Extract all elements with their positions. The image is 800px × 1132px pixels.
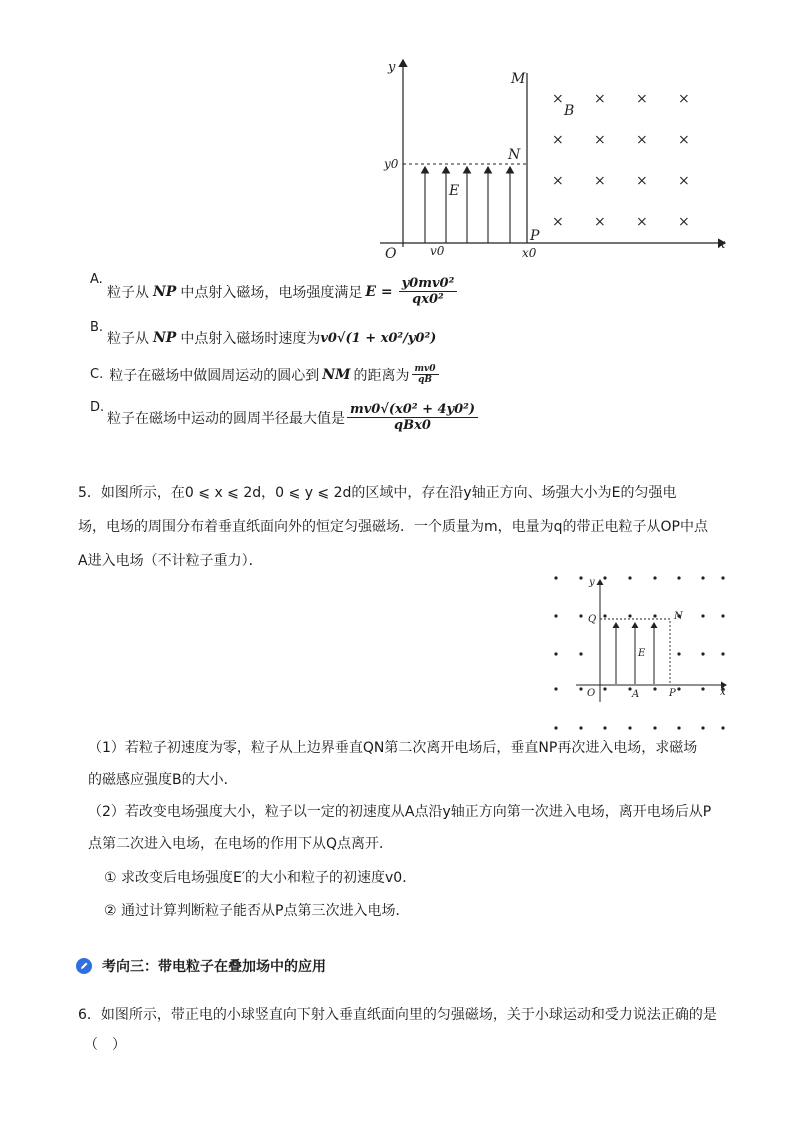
field-dot — [554, 652, 557, 655]
field-cross: × — [552, 91, 564, 107]
P-label: P — [530, 228, 540, 244]
y0-label: y0 — [384, 157, 399, 171]
q5-item-1: ① 求改变后电场强度E′的大小和粒子的初速度v0． — [104, 870, 417, 886]
field-dot — [554, 687, 557, 690]
option-a[interactable] — [90, 262, 510, 314]
option-d-text: 粒子在磁场中运动的圆周半径最大值是 — [107, 410, 345, 427]
q6-line-1: 6．如图所示，带正电的小球竖直向下射入垂直纸面向里的匀强磁场，关于小球运动和受力说法正确的是 — [78, 1007, 717, 1023]
field-dot — [603, 576, 606, 579]
field-dot — [579, 687, 582, 690]
pencil-icon — [76, 958, 92, 974]
x-axis-label: x — [718, 237, 726, 252]
origin-label: O — [385, 246, 397, 262]
field-cross: × — [594, 214, 606, 230]
fig2-field-arrows — [616, 623, 654, 684]
field-dot — [701, 576, 704, 579]
M-label: M — [511, 71, 526, 87]
fig2-y-label: y — [589, 577, 595, 588]
field-dot — [653, 687, 656, 690]
option-c-mid: 的距离为 — [353, 367, 410, 384]
field-dot — [721, 652, 724, 655]
field-dot — [677, 576, 680, 579]
field-dot — [603, 687, 606, 690]
q5-sub2-line-2: 点第二次进入电场，在电场的作用下从Q点离开． — [88, 836, 394, 852]
field-arrows — [425, 167, 510, 243]
field-cross: × — [552, 173, 564, 189]
field-cross: × — [636, 132, 648, 148]
field-dot — [653, 614, 656, 617]
field-cross: × — [552, 132, 564, 148]
option-b-letter: B. — [90, 320, 104, 335]
option-c-seg: NM — [322, 366, 351, 383]
option-d-num: mv0√(x0² + 4y0²) — [347, 402, 478, 418]
field-cross: × — [636, 91, 648, 107]
option-d-letter: D. — [90, 400, 105, 415]
option-a-letter: A. — [90, 272, 103, 287]
option-d-den: qBx0 — [394, 418, 431, 433]
fig2-A-label: A — [632, 689, 640, 700]
field-dot — [701, 652, 704, 655]
y-axis-label: y — [388, 60, 396, 75]
field-dot — [628, 576, 631, 579]
field-dot — [701, 614, 704, 617]
field-cross: × — [678, 132, 690, 148]
field-dot — [603, 726, 606, 729]
section-title: 考向三：带电粒子在叠加场中的应用 — [102, 959, 326, 975]
option-a-den: qx0² — [412, 292, 444, 307]
field-dot — [701, 726, 704, 729]
field-cross: × — [678, 173, 690, 189]
option-c[interactable] — [90, 364, 510, 390]
field-dot — [603, 614, 606, 617]
field-dot — [653, 726, 656, 729]
field-cross: × — [678, 214, 690, 230]
field-dot — [721, 576, 724, 579]
option-c-letter: C. — [90, 367, 104, 382]
option-b[interactable] — [90, 320, 510, 358]
option-b-np: NP — [153, 330, 177, 346]
E-label: E — [449, 183, 460, 199]
section-heading — [76, 956, 326, 976]
figure-1 — [370, 55, 740, 265]
q6-line-2: （ ） — [84, 1037, 126, 1053]
field-dot — [554, 726, 557, 729]
option-b-text: 粒子从 — [107, 331, 149, 347]
field-cross: × — [636, 173, 648, 189]
q5-sub1-line-2: 的磁感应强度B的大小． — [88, 772, 238, 788]
field-dot — [677, 652, 680, 655]
option-c-text: 粒子在磁场中做圆周运动的圆心到 — [109, 367, 320, 384]
fig2-Q-label: Q — [588, 614, 597, 625]
field-cross: × — [636, 214, 648, 230]
field-dot — [554, 614, 557, 617]
fig2-N-label: N — [674, 611, 683, 622]
fig2-E-label: E — [638, 648, 646, 659]
q5-line-2: 场，电场的周围分布着垂直纸面向外的恒定匀强磁场．一个质量为m，电量为q的带正电粒子从OP中点 — [78, 519, 708, 535]
figure-2 — [548, 570, 730, 736]
field-dot — [628, 726, 631, 729]
field-cross: × — [594, 173, 606, 189]
option-d[interactable] — [90, 396, 510, 454]
field-dot — [554, 576, 557, 579]
option-a-num: y0mv0² — [399, 276, 458, 292]
field-dot — [701, 687, 704, 690]
field-dot — [628, 614, 631, 617]
field-dot — [579, 726, 582, 729]
option-c-den: qB — [418, 375, 432, 385]
option-a-mid: 中点射入磁场，电场强度满足 — [180, 284, 363, 301]
fig2-P-label: P — [669, 688, 676, 699]
q5-item-2: ② 通过计算判断粒子能否从P点第三次进入电场． — [104, 903, 410, 919]
field-cross: × — [678, 91, 690, 107]
field-cross: × — [552, 214, 564, 230]
option-b-mid: 中点射入磁场时速度为 — [180, 331, 321, 347]
field-dot — [653, 576, 656, 579]
field-dot — [579, 576, 582, 579]
option-b-expr: v0√(1 + x0²/y0²) — [320, 330, 437, 346]
option-a-np: NP — [153, 283, 177, 300]
q5-line-1: 5．如图所示，在0 ⩽ x ⩽ 2d，0 ⩽ y ⩽ 2d的区域中，存在沿y轴正方向、场强大小为E的匀强电 — [78, 485, 677, 501]
x0-label: x0 — [522, 246, 537, 260]
field-dot — [579, 652, 582, 655]
v0-label: v0 — [430, 244, 445, 258]
field-dot — [721, 726, 724, 729]
field-dot — [579, 614, 582, 617]
option-a-var: E = — [365, 283, 393, 300]
q5-line-3: A进入电场（不计粒子重力）． — [78, 553, 263, 569]
q5-sub2-line-1: （2）若改变电场强度大小，粒子以一定的初速度从A点沿y轴正方向第一次进入电场，离开电场后从P — [88, 804, 712, 820]
field-cross: × — [594, 132, 606, 148]
field-dot — [677, 687, 680, 690]
option-a-text: 粒子从 — [107, 284, 149, 301]
field-dot — [677, 726, 680, 729]
B-label: B — [564, 103, 575, 119]
fig2-x-label: x — [720, 687, 726, 698]
N-label: N — [508, 147, 521, 163]
q5-sub1-line-1: （1）若粒子初速度为零，粒子从上边界垂直QN第二次离开电场后，垂直NP再次进入电场，求磁场 — [88, 740, 698, 756]
fig2-O-label: O — [587, 688, 596, 699]
option-c-num: mv0 — [412, 364, 439, 375]
field-cross: × — [594, 91, 606, 107]
field-dot — [721, 614, 724, 617]
